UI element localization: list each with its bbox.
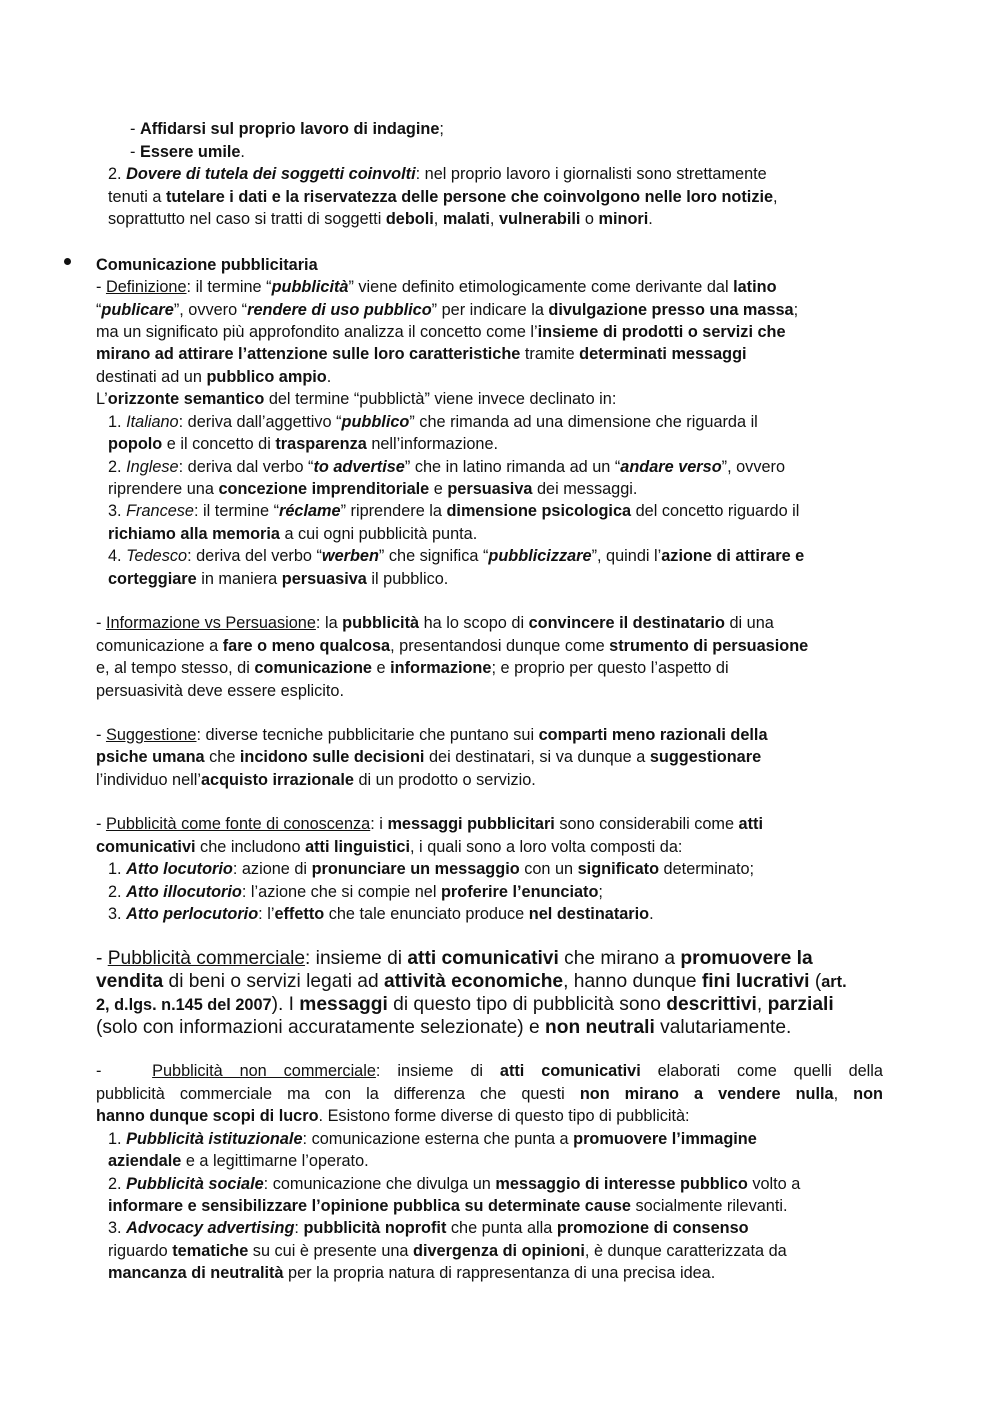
list-item-indagine: - Affidarsi sul proprio lavoro di indagine;: [130, 120, 444, 138]
comm-line-1: - Pubblicità commerciale: insieme di atti comunicativi che mirano a promuovere la: [96, 948, 813, 969]
atto-perlocutorio: 3. Atto perlocutorio: l’effetto che tale enunciato produce nel destinatario.: [108, 905, 654, 923]
istituzionale-line-1: 1. Pubblicità istituzionale: comunicazione esterna che punta a promuovere l’immagine: [108, 1130, 757, 1148]
lingua-italiano-2: popolo e il concetto di trasparenza nell’informazione.: [108, 435, 499, 453]
def-line-1: - Definizione: il termine “pubblicità” viene definito etimologicamente come derivante dal latino: [96, 278, 777, 296]
noncomm-line-1: - Pubblicità non commerciale: insieme di atti comunicativi elaborati come quelli della: [96, 1062, 883, 1080]
info-line-2: comunicazione a fare o meno qualcosa, presentandosi dunque come strumento di persuasione: [96, 637, 809, 655]
noncomm-line-3: hanno dunque scopi di lucro. Esistono forme diverse di questo tipo di pubblicità:: [96, 1107, 690, 1125]
noncomm-line-2: pubblicità commerciale ma con la differenza che questi non mirano a vendere nulla, non: [96, 1085, 883, 1103]
info-line-3: e, al tempo stesso, di comunicazione e informazione; e proprio per questo l’aspetto di: [96, 659, 729, 677]
list-item-umile: - Essere umile.: [130, 143, 245, 161]
lingua-inglese-2: riprendere una concezione imprenditoriale e persuasiva dei messaggi.: [108, 480, 638, 498]
section-heading: Comunicazione pubblicitaria: [96, 256, 318, 274]
fonte-line-2: comunicativi che includono atti linguistici, i quali sono a loro volta composti da:: [96, 838, 683, 856]
lingua-francese-1: 3. Francese: il termine “réclame” riprendere la dimensione psicologica del concetto riguardo il: [108, 502, 800, 520]
comm-line-2: vendita di beni o servizi legati ad attività economiche, hanno dunque fini lucrativi (art.: [96, 971, 847, 992]
def-line-5: destinati ad un pubblico ampio.: [96, 368, 332, 386]
def-line-2: “publicare”, ovvero “rendere di uso pubblico” per indicare la divulgazione presso una massa;: [96, 301, 799, 319]
lingua-tedesco-1: 4. Tedesco: deriva del verbo “werben” che significa “pubblicizzare”, quindi l’azione di attirare e: [108, 547, 805, 565]
lingua-inglese-1: 2. Inglese: deriva dal verbo “to advertise” che in latino rimanda ad un “andare verso”, ovvero: [108, 458, 785, 476]
bullet-icon: [64, 258, 71, 265]
tutela-line-3: soprattutto nel caso si tratti di soggetti deboli, malati, vulnerabili o minori.: [108, 210, 653, 228]
def-line-4: mirano ad attirare l’attenzione sulle loro caratteristiche tramite determinati messaggi: [96, 345, 747, 363]
atto-illocutorio: 2. Atto illocutorio: l’azione che si compie nel proferire l’enunciato;: [108, 883, 603, 901]
lingua-italiano-1: 1. Italiano: deriva dall’aggettivo “pubblico” che rimanda ad una dimensione che riguarda il: [108, 413, 758, 431]
sociale-line-1: 2. Pubblicità sociale: comunicazione che divulga un messaggio di interesse pubblico volto a: [108, 1175, 801, 1193]
lingua-francese-2: richiamo alla memoria a cui ogni pubblicità punta.: [108, 525, 478, 543]
istituzionale-line-2: aziendale e a legittimarne l’operato.: [108, 1152, 369, 1170]
atto-locutorio: 1. Atto locutorio: azione di pronunciare un messaggio con un significato determinato;: [108, 860, 755, 878]
def-line-3: ma un significato più approfondito analizza il concetto come l’insieme di prodotti o servizi che: [96, 323, 786, 341]
advocacy-line-1: 3. Advocacy advertising: pubblicità noprofit che punta alla promozione di consenso: [108, 1219, 749, 1237]
advocacy-line-3: mancanza di neutralità per la propria natura di rappresentanza di una precisa idea.: [108, 1264, 716, 1282]
lingua-tedesco-2: corteggiare in maniera persuasiva il pubblico.: [108, 570, 449, 588]
tutela-line-2: tenuti a tutelare i dati e la riservatezza delle persone che coinvolgono nelle loro notizie,: [108, 188, 778, 206]
advocacy-line-2: riguardo tematiche su cui è presente una divergenza di opinioni, è dunque caratterizzata da: [108, 1242, 787, 1260]
comm-line-4: (solo con informazioni accuratamente selezionate) e non neutrali valutariamente.: [96, 1017, 792, 1038]
sugg-line-3: l’individuo nell’acquisto irrazionale di un prodotto o servizio.: [96, 771, 536, 789]
sociale-line-2: informare e sensibilizzare l’opinione pubblica su determinate cause socialmente rilevanti.: [108, 1197, 788, 1215]
orizzonte-line: L’orizzonte semantico del termine “pubblictà” viene invece declinato in:: [96, 390, 617, 408]
info-line-1: - Informazione vs Persuasione: la pubblicità ha lo scopo di convincere il destinatario di una: [96, 614, 774, 632]
sugg-line-1: - Suggestione: diverse tecniche pubblicitarie che puntano sui comparti meno razionali della: [96, 726, 768, 744]
tutela-line-1: 2. Dovere di tutela dei soggetti coinvolti: nel proprio lavoro i giornalisti sono strettamente: [108, 165, 767, 183]
comm-line-3: 2, d.lgs. n.145 del 2007). I messaggi di questo tipo di pubblicità sono descrittivi, parziali: [96, 994, 834, 1015]
sugg-line-2: psiche umana che incidono sulle decisioni dei destinatari, si va dunque a suggestionare: [96, 748, 762, 766]
fonte-line-1: - Pubblicità come fonte di conoscenza: i messaggi pubblicitari sono considerabili come atti: [96, 815, 763, 833]
info-line-4: persuasività deve essere esplicito.: [96, 682, 344, 700]
